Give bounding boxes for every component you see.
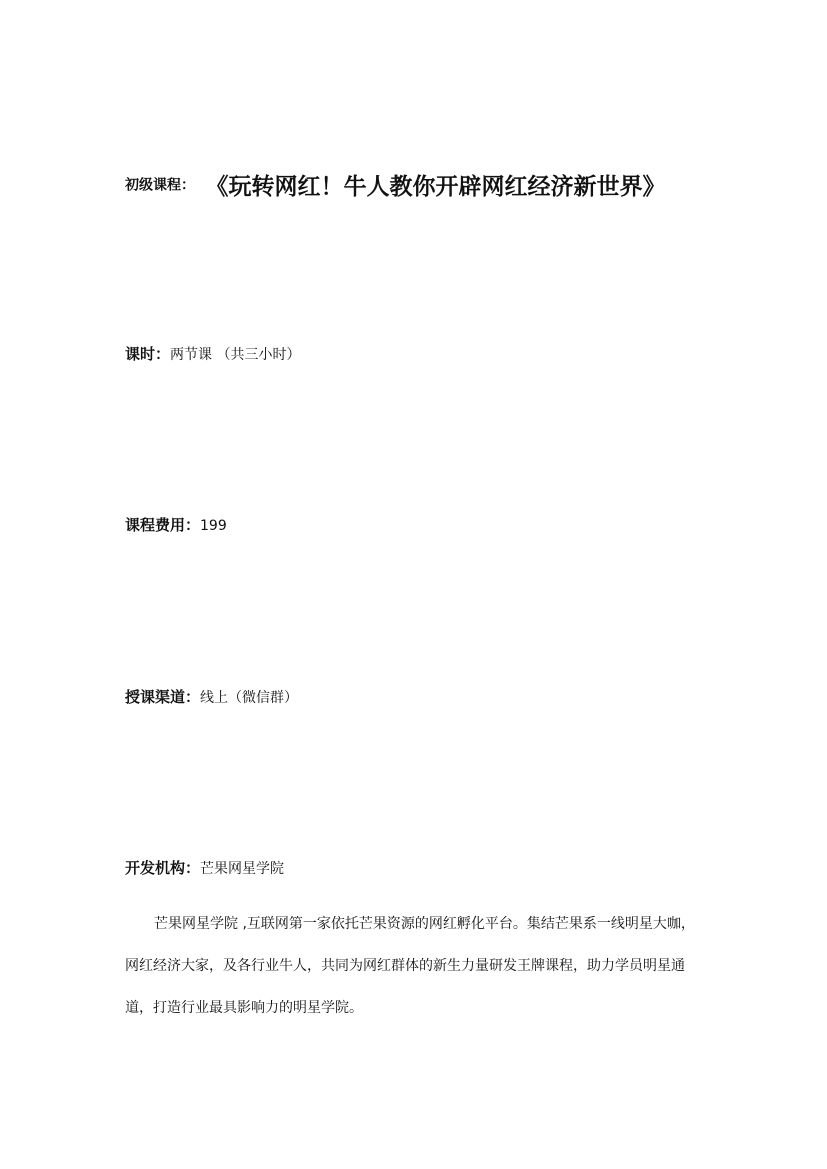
- description-line: 芒果网星学院 ,互联网第一家依托芒果资源的网红孵化平台。集结芒果系一线明星大咖，: [154, 916, 695, 932]
- description-line: 道，打造行业最具影响力的明星学院。: [125, 1000, 363, 1016]
- description-paragraph: [125, 903, 725, 1029]
- organizer-label: 开发机构：: [125, 859, 201, 877]
- course-title: 《玩转网红！牛人教你开辟网红经济新世界》: [217, 174, 666, 200]
- organizer-value: 芒果网星学院: [200, 861, 285, 877]
- fee-label: 课程费用：: [125, 516, 201, 534]
- course-title-row: [125, 168, 666, 201]
- duration-value: 两节课 （共三小时）: [170, 347, 301, 363]
- organizer-row: [125, 857, 284, 878]
- fee-value: 199: [200, 518, 227, 534]
- duration-label: 课时：: [125, 345, 171, 363]
- description-line: 网红经济大家，及各行业牛人，共同为网红群体的新生力量研发王牌课程，助力学员明星通: [125, 958, 685, 974]
- channel-value: 线上（微信群）: [200, 690, 299, 706]
- channel-row: [125, 686, 298, 707]
- course-level-label: 初级课程：: [125, 177, 195, 194]
- duration-row: [125, 343, 300, 364]
- fee-row: [125, 514, 227, 535]
- channel-label: 授课渠道：: [125, 688, 201, 706]
